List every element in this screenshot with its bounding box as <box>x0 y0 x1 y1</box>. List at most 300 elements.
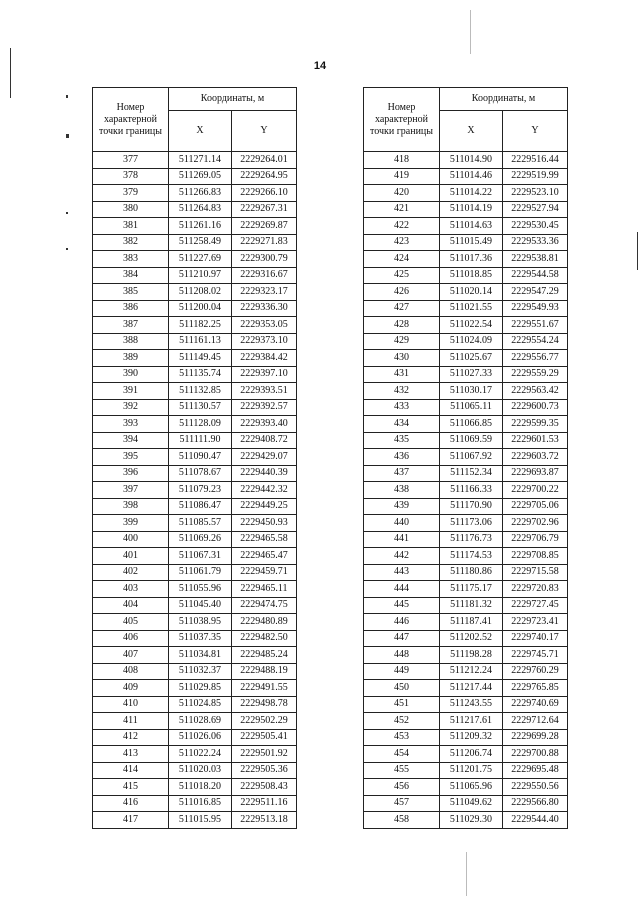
cell-y: 2229705.06 <box>503 498 568 515</box>
table-row <box>93 185 297 202</box>
cell-x: 511266.83 <box>169 185 232 202</box>
table-row <box>364 581 568 598</box>
cell-y: 2229760.29 <box>503 663 568 680</box>
cell-x: 511111.90 <box>169 432 232 449</box>
table-row <box>93 614 297 631</box>
cell-x: 511217.61 <box>440 713 503 730</box>
cell-x: 511086.47 <box>169 498 232 515</box>
cell-x: 511090.47 <box>169 449 232 466</box>
cell-y: 2229488.19 <box>232 663 297 680</box>
table-row <box>364 713 568 730</box>
cell-point-number: 399 <box>93 515 169 532</box>
cell-y: 2229393.51 <box>232 383 297 400</box>
cell-y: 2229706.79 <box>503 531 568 548</box>
cell-y: 2229373.10 <box>232 333 297 350</box>
cell-x: 511170.90 <box>440 498 503 515</box>
cell-point-number: 379 <box>93 185 169 202</box>
cell-x: 511065.96 <box>440 779 503 796</box>
header-x: X <box>440 111 503 152</box>
cell-y: 2229538.81 <box>503 251 568 268</box>
table-row <box>93 251 297 268</box>
cell-point-number: 378 <box>93 168 169 185</box>
cell-point-number: 416 <box>93 795 169 812</box>
cell-point-number: 431 <box>364 366 440 383</box>
cell-y: 2229266.10 <box>232 185 297 202</box>
cell-x: 511198.28 <box>440 647 503 664</box>
table-row <box>93 581 297 598</box>
table-row <box>364 267 568 284</box>
cell-point-number: 406 <box>93 630 169 647</box>
cell-x: 511018.20 <box>169 779 232 796</box>
cell-y: 2229508.43 <box>232 779 297 796</box>
cell-point-number: 445 <box>364 597 440 614</box>
cell-x: 511014.63 <box>440 218 503 235</box>
cell-y: 2229699.28 <box>503 729 568 746</box>
cell-point-number: 390 <box>93 366 169 383</box>
cell-point-number: 392 <box>93 399 169 416</box>
cell-point-number: 436 <box>364 449 440 466</box>
cell-y: 2229745.71 <box>503 647 568 664</box>
table-row <box>364 449 568 466</box>
cell-x: 511258.49 <box>169 234 232 251</box>
table-body-left <box>93 152 297 829</box>
cell-x: 511202.52 <box>440 630 503 647</box>
cell-point-number: 441 <box>364 531 440 548</box>
cell-x: 511028.69 <box>169 713 232 730</box>
cell-x: 511078.67 <box>169 465 232 482</box>
cell-point-number: 440 <box>364 515 440 532</box>
cell-x: 511067.92 <box>440 449 503 466</box>
cell-point-number: 430 <box>364 350 440 367</box>
cell-y: 2229300.79 <box>232 251 297 268</box>
table-row <box>93 630 297 647</box>
cell-x: 511015.49 <box>440 234 503 251</box>
table-row <box>364 350 568 367</box>
table-row <box>364 729 568 746</box>
cell-point-number: 404 <box>93 597 169 614</box>
cell-x: 511166.33 <box>440 482 503 499</box>
cell-y: 2229442.32 <box>232 482 297 499</box>
cell-x: 511024.09 <box>440 333 503 350</box>
cell-y: 2229566.80 <box>503 795 568 812</box>
cell-point-number: 438 <box>364 482 440 499</box>
cell-y: 2229765.85 <box>503 680 568 697</box>
scan-mark <box>66 212 68 214</box>
cell-point-number: 408 <box>93 663 169 680</box>
table-row <box>93 350 297 367</box>
table-row <box>93 663 297 680</box>
header-x: X <box>169 111 232 152</box>
cell-point-number: 418 <box>364 152 440 169</box>
cell-y: 2229491.55 <box>232 680 297 697</box>
table-row <box>93 432 297 449</box>
table-row <box>364 630 568 647</box>
table-body-right <box>364 152 568 829</box>
cell-x: 511029.85 <box>169 680 232 697</box>
cell-x: 511152.34 <box>440 465 503 482</box>
cell-point-number: 407 <box>93 647 169 664</box>
cell-point-number: 449 <box>364 663 440 680</box>
cell-y: 2229695.48 <box>503 762 568 779</box>
scan-mark <box>466 852 467 896</box>
cell-y: 2229482.50 <box>232 630 297 647</box>
cell-point-number: 410 <box>93 696 169 713</box>
cell-y: 2229563.42 <box>503 383 568 400</box>
cell-x: 511217.44 <box>440 680 503 697</box>
table-row <box>364 614 568 631</box>
header-coordinates: Координаты, м <box>169 88 297 111</box>
cell-y: 2229323.17 <box>232 284 297 301</box>
cell-point-number: 456 <box>364 779 440 796</box>
cell-point-number: 443 <box>364 564 440 581</box>
cell-x: 511024.85 <box>169 696 232 713</box>
scan-mark <box>10 48 11 98</box>
header-point-number: Номер характерной точки границы <box>93 88 169 152</box>
cell-x: 511020.14 <box>440 284 503 301</box>
cell-x: 511182.25 <box>169 317 232 334</box>
table-row <box>93 399 297 416</box>
cell-y: 2229544.40 <box>503 812 568 829</box>
cell-x: 511210.97 <box>169 267 232 284</box>
cell-point-number: 400 <box>93 531 169 548</box>
cell-point-number: 384 <box>93 267 169 284</box>
cell-point-number: 455 <box>364 762 440 779</box>
cell-point-number: 453 <box>364 729 440 746</box>
cell-point-number: 425 <box>364 267 440 284</box>
table-row <box>364 531 568 548</box>
cell-point-number: 428 <box>364 317 440 334</box>
cell-y: 2229715.58 <box>503 564 568 581</box>
cell-x: 511130.57 <box>169 399 232 416</box>
cell-y: 2229720.83 <box>503 581 568 598</box>
cell-point-number: 386 <box>93 300 169 317</box>
cell-point-number: 435 <box>364 432 440 449</box>
cell-x: 511135.74 <box>169 366 232 383</box>
table-row <box>93 597 297 614</box>
cell-point-number: 450 <box>364 680 440 697</box>
cell-point-number: 391 <box>93 383 169 400</box>
cell-x: 511161.13 <box>169 333 232 350</box>
cell-x: 511029.30 <box>440 812 503 829</box>
cell-point-number: 401 <box>93 548 169 565</box>
cell-y: 2229727.45 <box>503 597 568 614</box>
cell-point-number: 422 <box>364 218 440 235</box>
table-row <box>93 333 297 350</box>
table-row <box>93 779 297 796</box>
scan-mark <box>637 232 638 270</box>
scan-mark <box>470 10 471 54</box>
table-row <box>364 218 568 235</box>
cell-point-number: 433 <box>364 399 440 416</box>
cell-point-number: 409 <box>93 680 169 697</box>
table-row <box>364 399 568 416</box>
cell-x: 511021.55 <box>440 300 503 317</box>
table-row <box>364 795 568 812</box>
cell-y: 2229559.29 <box>503 366 568 383</box>
cell-point-number: 402 <box>93 564 169 581</box>
table-row <box>93 465 297 482</box>
cell-x: 511014.19 <box>440 201 503 218</box>
cell-x: 511055.96 <box>169 581 232 598</box>
table-row <box>93 234 297 251</box>
cell-point-number: 454 <box>364 746 440 763</box>
cell-x: 511132.85 <box>169 383 232 400</box>
cell-point-number: 426 <box>364 284 440 301</box>
table-row <box>93 531 297 548</box>
table-row <box>93 201 297 218</box>
cell-y: 2229511.16 <box>232 795 297 812</box>
cell-y: 2229516.44 <box>503 152 568 169</box>
cell-y: 2229740.17 <box>503 630 568 647</box>
coordinates-table-right <box>363 87 568 829</box>
table-row <box>93 168 297 185</box>
cell-x: 511022.54 <box>440 317 503 334</box>
cell-point-number: 451 <box>364 696 440 713</box>
cell-point-number: 417 <box>93 812 169 829</box>
cell-x: 511208.02 <box>169 284 232 301</box>
cell-x: 511227.69 <box>169 251 232 268</box>
cell-y: 2229527.94 <box>503 201 568 218</box>
cell-point-number: 458 <box>364 812 440 829</box>
header-y: Y <box>232 111 297 152</box>
cell-point-number: 444 <box>364 581 440 598</box>
cell-y: 2229498.78 <box>232 696 297 713</box>
cell-point-number: 423 <box>364 234 440 251</box>
cell-y: 2229384.42 <box>232 350 297 367</box>
cell-x: 511261.16 <box>169 218 232 235</box>
cell-x: 511180.86 <box>440 564 503 581</box>
cell-point-number: 429 <box>364 333 440 350</box>
cell-y: 2229549.93 <box>503 300 568 317</box>
table-row <box>364 762 568 779</box>
cell-y: 2229392.57 <box>232 399 297 416</box>
cell-y: 2229465.47 <box>232 548 297 565</box>
table-row <box>93 729 297 746</box>
table-row <box>364 333 568 350</box>
cell-point-number: 419 <box>364 168 440 185</box>
header-coordinates: Координаты, м <box>440 88 568 111</box>
cell-x: 511175.17 <box>440 581 503 598</box>
cell-y: 2229264.95 <box>232 168 297 185</box>
cell-x: 511014.46 <box>440 168 503 185</box>
table-row <box>364 482 568 499</box>
cell-y: 2229393.40 <box>232 416 297 433</box>
cell-point-number: 396 <box>93 465 169 482</box>
table-row <box>93 284 297 301</box>
cell-x: 511174.53 <box>440 548 503 565</box>
table-row <box>364 152 568 169</box>
cell-point-number: 394 <box>93 432 169 449</box>
table-row <box>93 152 297 169</box>
cell-x: 511181.32 <box>440 597 503 614</box>
cell-x: 511030.17 <box>440 383 503 400</box>
table-row <box>93 564 297 581</box>
cell-point-number: 398 <box>93 498 169 515</box>
cell-point-number: 389 <box>93 350 169 367</box>
cell-x: 511176.73 <box>440 531 503 548</box>
table-row <box>93 383 297 400</box>
cell-y: 2229485.24 <box>232 647 297 664</box>
table-row <box>93 300 297 317</box>
table-row <box>93 762 297 779</box>
table-row <box>93 515 297 532</box>
cell-x: 511037.35 <box>169 630 232 647</box>
cell-y: 2229505.36 <box>232 762 297 779</box>
cell-y: 2229264.01 <box>232 152 297 169</box>
cell-x: 511045.40 <box>169 597 232 614</box>
cell-point-number: 439 <box>364 498 440 515</box>
cell-y: 2229474.75 <box>232 597 297 614</box>
cell-x: 511128.09 <box>169 416 232 433</box>
cell-y: 2229269.87 <box>232 218 297 235</box>
cell-y: 2229353.05 <box>232 317 297 334</box>
table-row <box>364 300 568 317</box>
table-row <box>93 746 297 763</box>
cell-point-number: 446 <box>364 614 440 631</box>
table-row <box>364 498 568 515</box>
table-row <box>364 515 568 532</box>
table-row <box>364 647 568 664</box>
cell-x: 511264.83 <box>169 201 232 218</box>
table-row <box>93 647 297 664</box>
cell-point-number: 413 <box>93 746 169 763</box>
table-row <box>93 680 297 697</box>
coordinates-table-left <box>92 87 297 829</box>
cell-y: 2229556.77 <box>503 350 568 367</box>
table-row <box>93 795 297 812</box>
scan-mark <box>66 95 68 98</box>
cell-y: 2229693.87 <box>503 465 568 482</box>
cell-point-number: 412 <box>93 729 169 746</box>
table-row <box>364 284 568 301</box>
table-row <box>364 168 568 185</box>
table-row <box>93 548 297 565</box>
table-row <box>93 713 297 730</box>
cell-y: 2229712.64 <box>503 713 568 730</box>
table-row <box>93 696 297 713</box>
cell-x: 511065.11 <box>440 399 503 416</box>
cell-point-number: 397 <box>93 482 169 499</box>
cell-point-number: 432 <box>364 383 440 400</box>
cell-point-number: 405 <box>93 614 169 631</box>
cell-point-number: 434 <box>364 416 440 433</box>
table-row <box>364 812 568 829</box>
cell-point-number: 427 <box>364 300 440 317</box>
cell-point-number: 452 <box>364 713 440 730</box>
table-row <box>93 812 297 829</box>
table-row <box>364 251 568 268</box>
cell-y: 2229429.07 <box>232 449 297 466</box>
scan-mark <box>66 248 68 250</box>
cell-x: 511200.04 <box>169 300 232 317</box>
cell-x: 511079.23 <box>169 482 232 499</box>
cell-point-number: 382 <box>93 234 169 251</box>
table-row <box>364 779 568 796</box>
cell-y: 2229505.41 <box>232 729 297 746</box>
cell-y: 2229600.73 <box>503 399 568 416</box>
cell-y: 2229601.53 <box>503 432 568 449</box>
cell-y: 2229408.72 <box>232 432 297 449</box>
table-row <box>364 201 568 218</box>
table-row <box>364 432 568 449</box>
cell-x: 511066.85 <box>440 416 503 433</box>
table-row <box>93 218 297 235</box>
cell-x: 511049.62 <box>440 795 503 812</box>
cell-x: 511201.75 <box>440 762 503 779</box>
cell-y: 2229440.39 <box>232 465 297 482</box>
cell-y: 2229513.18 <box>232 812 297 829</box>
cell-y: 2229501.92 <box>232 746 297 763</box>
cell-y: 2229554.24 <box>503 333 568 350</box>
cell-point-number: 387 <box>93 317 169 334</box>
cell-x: 511022.24 <box>169 746 232 763</box>
cell-y: 2229480.89 <box>232 614 297 631</box>
cell-x: 511069.59 <box>440 432 503 449</box>
cell-point-number: 380 <box>93 201 169 218</box>
cell-x: 511014.22 <box>440 185 503 202</box>
table-row <box>364 663 568 680</box>
cell-y: 2229271.83 <box>232 234 297 251</box>
cell-y: 2229723.41 <box>503 614 568 631</box>
cell-y: 2229465.58 <box>232 531 297 548</box>
cell-y: 2229519.99 <box>503 168 568 185</box>
cell-y: 2229459.71 <box>232 564 297 581</box>
cell-y: 2229599.35 <box>503 416 568 433</box>
cell-x: 511034.81 <box>169 647 232 664</box>
cell-y: 2229523.10 <box>503 185 568 202</box>
cell-x: 511038.95 <box>169 614 232 631</box>
table-row <box>93 482 297 499</box>
cell-x: 511206.74 <box>440 746 503 763</box>
cell-point-number: 377 <box>93 152 169 169</box>
cell-y: 2229397.10 <box>232 366 297 383</box>
cell-y: 2229267.31 <box>232 201 297 218</box>
header-point-number: Номер характерной точки границы <box>364 88 440 152</box>
cell-y: 2229551.67 <box>503 317 568 334</box>
cell-y: 2229547.29 <box>503 284 568 301</box>
cell-point-number: 457 <box>364 795 440 812</box>
table-row <box>364 746 568 763</box>
cell-point-number: 385 <box>93 284 169 301</box>
cell-x: 511149.45 <box>169 350 232 367</box>
cell-x: 511212.24 <box>440 663 503 680</box>
cell-point-number: 388 <box>93 333 169 350</box>
cell-point-number: 414 <box>93 762 169 779</box>
table-row <box>364 564 568 581</box>
cell-x: 511069.26 <box>169 531 232 548</box>
cell-x: 511271.14 <box>169 152 232 169</box>
table-row <box>364 317 568 334</box>
table-row <box>364 234 568 251</box>
cell-point-number: 437 <box>364 465 440 482</box>
page-number: 14 <box>313 60 327 72</box>
cell-point-number: 393 <box>93 416 169 433</box>
cell-x: 511026.06 <box>169 729 232 746</box>
cell-point-number: 383 <box>93 251 169 268</box>
cell-y: 2229450.93 <box>232 515 297 532</box>
cell-point-number: 448 <box>364 647 440 664</box>
table-row <box>93 449 297 466</box>
cell-x: 511020.03 <box>169 762 232 779</box>
cell-x: 511187.41 <box>440 614 503 631</box>
cell-point-number: 424 <box>364 251 440 268</box>
cell-point-number: 442 <box>364 548 440 565</box>
cell-y: 2229316.67 <box>232 267 297 284</box>
table-row <box>93 317 297 334</box>
cell-x: 511061.79 <box>169 564 232 581</box>
table-row <box>364 366 568 383</box>
table-row <box>364 680 568 697</box>
